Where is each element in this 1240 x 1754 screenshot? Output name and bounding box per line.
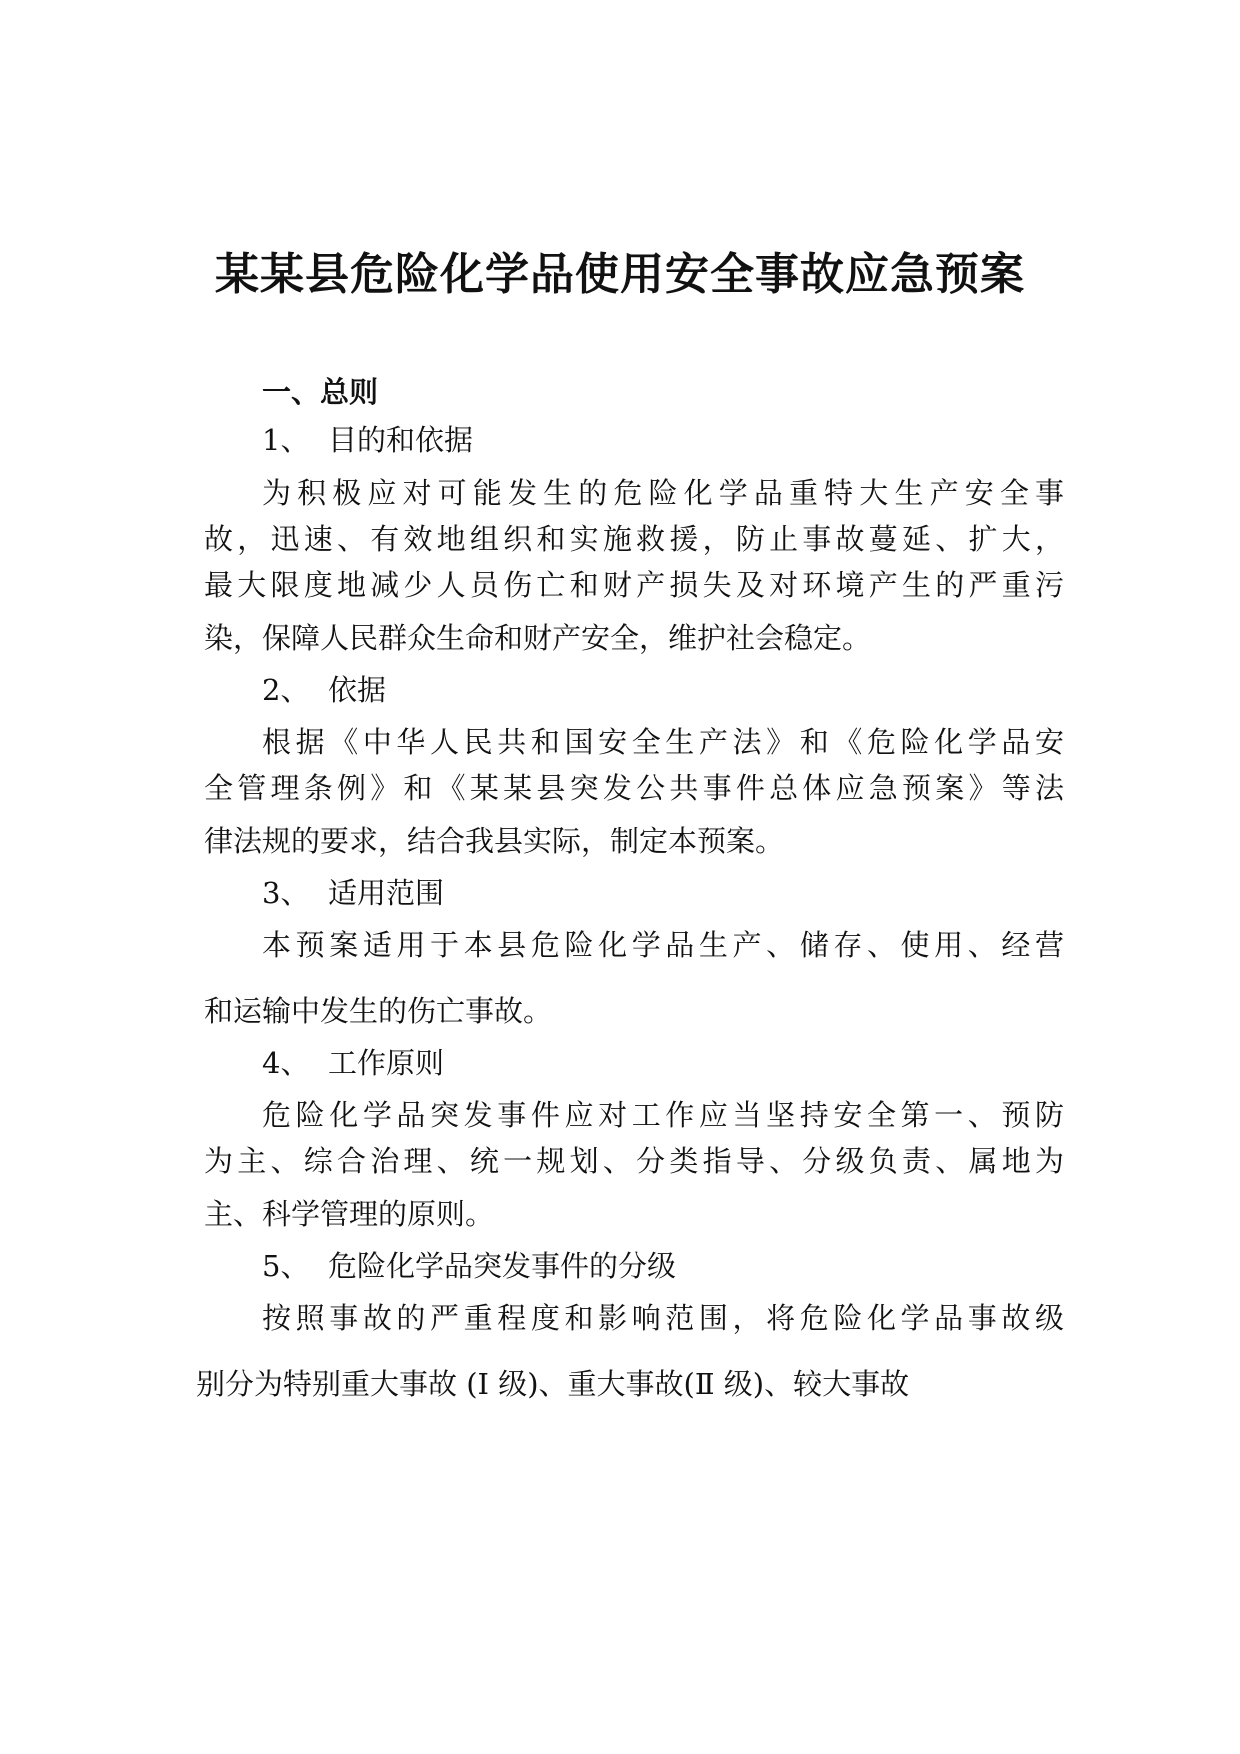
subsection-label: 适用范围 [328, 876, 445, 910]
document-title: 某某县危险化学品使用安全事故应急预案 [215, 249, 1025, 300]
paragraph-line: 别分为特别重大事故 (I 级)、重大事故(Ⅱ 级)、较大事故 [196, 1367, 910, 1401]
subsection-number: 3、 [262, 876, 310, 910]
paragraph-line: 最大限度地减少人员伤亡和财产损失及对环境产生的严重污 [204, 568, 1064, 602]
subsection-label: 目的和依据 [328, 423, 474, 457]
subsection-2 [262, 670, 1122, 710]
paragraph-line: 为积极应对可能发生的危险化学品重特大生产安全事 [262, 476, 1064, 510]
paragraph-line: 主、科学管理的原则。 [204, 1197, 495, 1231]
paragraph-line: 染，保障人民群众生命和财产安全，维护社会稳定。 [204, 621, 872, 655]
paragraph-line: 本预案适用于本县危险化学品生产、储存、使用、经营 [262, 928, 1064, 962]
paragraph-line: 为主、综合治理、统一规划、分类指导、分级负责、属地为 [204, 1144, 1064, 1178]
section-heading: 一、总则 [262, 375, 379, 409]
subsection-4 [262, 1043, 1122, 1083]
paragraph-line: 危险化学品突发事件应对工作应当坚持安全第一、预防 [262, 1098, 1064, 1132]
paragraph-line: 按照事故的严重程度和影响范围，将危险化学品事故级 [262, 1301, 1064, 1335]
subsection-1 [262, 420, 1122, 460]
paragraph-line: 律法规的要求，结合我县实际，制定本预案。 [204, 824, 785, 858]
subsection-number: 5、 [262, 1249, 310, 1283]
subsection-5 [262, 1246, 1122, 1286]
paragraph-line: 和运输中发生的伤亡事故。 [204, 994, 553, 1028]
subsection-number: 2、 [262, 673, 310, 707]
subsection-label: 危险化学品突发事件的分级 [328, 1249, 677, 1283]
paragraph-line: 全管理条例》和《某某县突发公共事件总体应急预案》等法 [204, 771, 1064, 805]
paragraph-line: 故，迅速、有效地组织和实施救援，防止事故蔓延、扩大， [204, 522, 1064, 556]
subsection-3 [262, 873, 1122, 913]
subsection-number: 4、 [262, 1046, 310, 1080]
subsection-label: 依据 [328, 673, 387, 707]
subsection-label: 工作原则 [328, 1046, 445, 1080]
paragraph-line: 根据《中华人民共和国安全生产法》和《危险化学品安 [262, 725, 1064, 759]
subsection-number: 1、 [262, 423, 310, 457]
